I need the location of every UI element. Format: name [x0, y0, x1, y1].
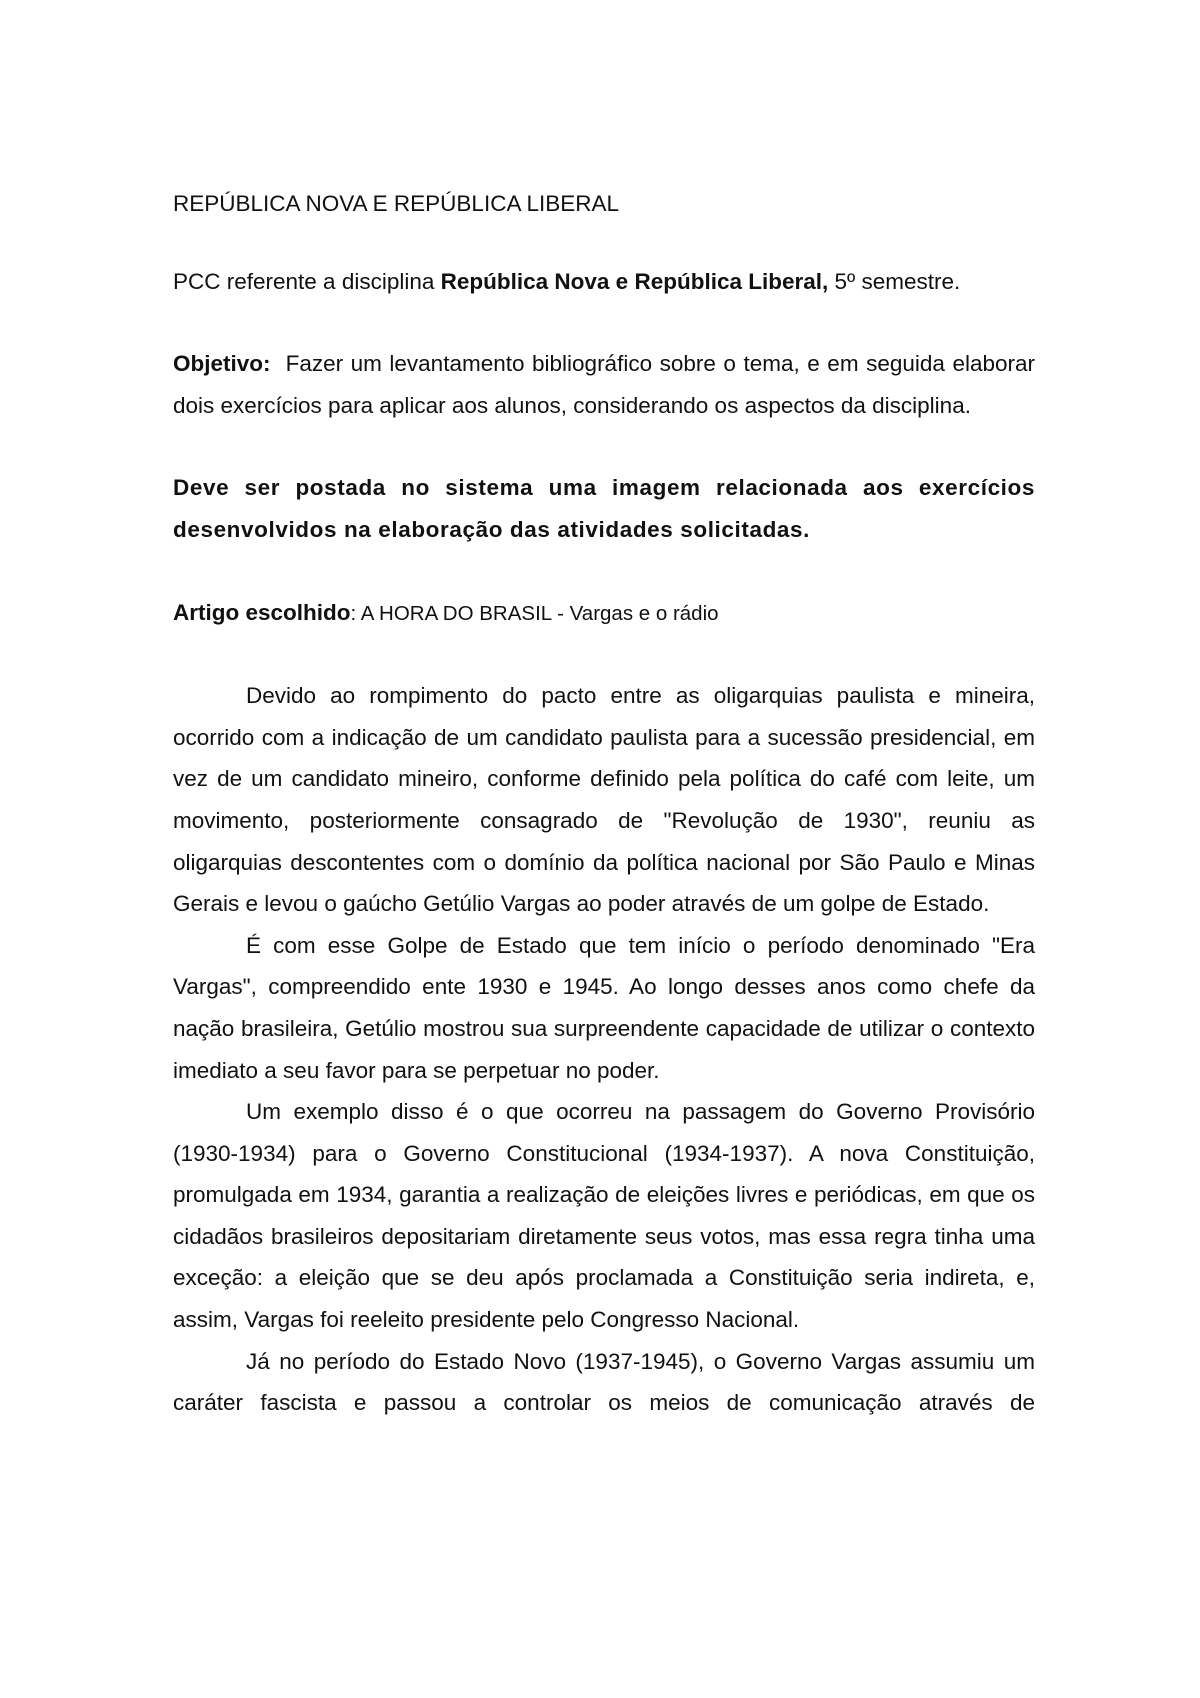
- objective-text: Fazer um levantamento bibliográfico sobre o tema, e em seguida elaborar dois exercícios para aplicar aos alunos, considerando os aspectos da disciplina.: [173, 351, 1042, 418]
- intro-discipline: República Nova e República Liberal,: [440, 268, 829, 294]
- document-title: REPÚBLICA NOVA E REPÚBLICA LIBERAL: [173, 191, 620, 216]
- body-paragraph-3: Um exemplo disso é o que ocorreu na passagem do Governo Provisório (1930-1934) para o Governo Constitucional (1934-1937). A nova Constituição, promulgada em 1934, garantia a realização de eleições livres e periódicas, em que os cidadãos brasileiros depositariam diretamente seus votos, mas essa regra tinha uma exceção: a eleição que se deu após proclamada a Constituição seria indireta, e, assim, Vargas foi reeleito presidente pelo Congresso Nacional.: [173, 1099, 1035, 1333]
- article-line: [173, 592, 1035, 635]
- intro-suffix: 5º semestre.: [828, 268, 961, 294]
- intro-prefix: PCC referente a disciplina: [173, 268, 441, 294]
- body-paragraph-1: Devido ao rompimento do pacto entre as oligarquias paulista e mineira, ocorrido com a indicação de um candidato paulista para a sucessão presidencial, em vez de um candidato mineiro, conforme definido pela política do café com leite, um movimento, posteriormente consagrado de "Revolução de 1930", reuniu as oligarquias descontentes com o domínio da política nacional por São Paulo e Minas Gerais e levou o gaúcho Getúlio Vargas ao poder através de um golpe de Estado.: [173, 683, 1035, 917]
- objective-label: Objetivo:: [173, 351, 271, 377]
- article-separator: :: [350, 601, 361, 625]
- document-body: [173, 183, 1042, 1424]
- body-paragraph-2: É com esse Golpe de Estado que tem início o período denominado "Era Vargas", compreendido ente 1930 e 1945. Ao longo desses anos como chefe da nação brasileira, Getúlio mostrou sua surpreendente capacidade de utilizar o contexto imediato a seu favor para se perpetuar no poder.: [173, 932, 1035, 1083]
- article-label: Artigo escolhido: [173, 599, 351, 625]
- intro-line: [173, 261, 1035, 303]
- objective-block: [173, 343, 1042, 426]
- article-title: A HORA DO BRASIL - Vargas e o rádio: [360, 601, 719, 625]
- body-paragraph-4: Já no período do Estado Novo (1937-1945), o Governo Vargas assumiu um caráter fascista e passou a controlar os meios de comunicação através de: [173, 1348, 1035, 1416]
- notice-text: Deve ser postada no sistema uma imagem relacionada aos exercícios desenvolvidos na elaboração das atividades solicitadas.: [173, 475, 1035, 542]
